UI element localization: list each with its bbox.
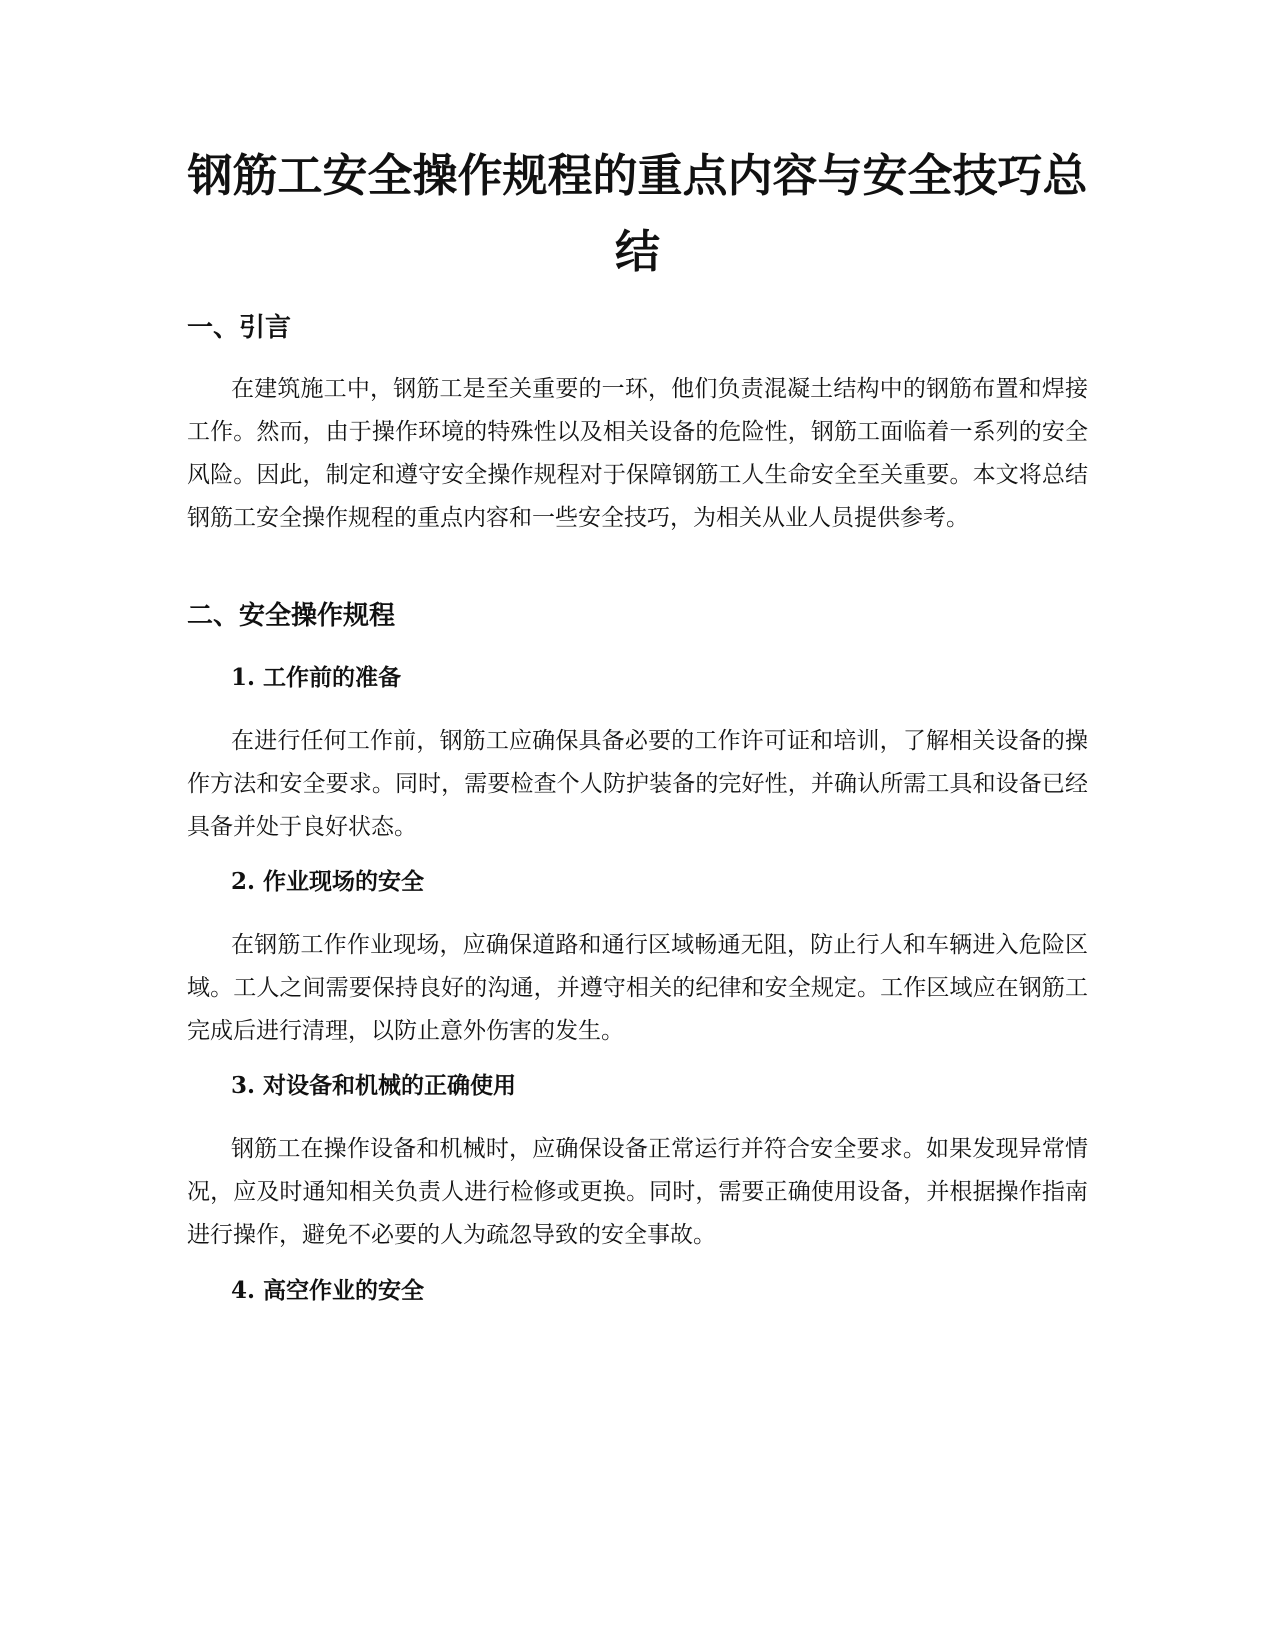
section-heading-safety-procedures: 二、安全操作规程	[187, 601, 396, 631]
subheading-preparation: 1. 工作前的准备	[231, 664, 402, 691]
subheading-site-safety: 2. 作业现场的安全	[231, 868, 425, 895]
preparation-paragraph: 在进行任何工作前，钢筋工应确保具备必要的工作许可证和培训，了解相关设备的操作方法和安全要求。同时，需要检查个人防护装备的完好性，并确认所需工具和设备已经具备并处于良好状态。	[187, 728, 1088, 840]
document-title: 钢筋工安全操作规程的重点内容与安全技巧总结	[187, 149, 1088, 278]
introduction-paragraph: 在建筑施工中，钢筋工是至关重要的一环，他们负责混凝土结构中的钢筋布置和焊接工作。然而，由于操作环境的特殊性以及相关设备的危险性，钢筋工面临着一系列的安全风险。因此，制定和遵守安全操作规程对于保障钢筋工人生命安全至关重要。本文将总结钢筋工安全操作规程的重点内容和一些安全技巧，为相关从业人员提供参考。	[187, 376, 1088, 531]
subheading-equipment-use: 3. 对设备和机械的正确使用	[231, 1072, 517, 1099]
site-safety-paragraph: 在钢筋工作作业现场，应确保道路和通行区域畅通无阻，防止行人和车辆进入危险区域。工人之间需要保持良好的沟通，并遵守相关的纪律和安全规定。工作区域应在钢筋工完成后进行清理，以防止意外伤害的发生。	[187, 932, 1088, 1044]
section-heading-introduction: 一、引言	[187, 313, 292, 343]
equipment-use-paragraph: 钢筋工在操作设备和机械时，应确保设备正常运行并符合安全要求。如果发现异常情况，应及时通知相关负责人进行检修或更换。同时，需要正确使用设备，并根据操作指南进行操作，避免不必要的人为疏忽导致的安全事故。	[187, 1136, 1088, 1248]
subheading-high-altitude-work: 4. 高空作业的安全	[231, 1277, 425, 1304]
